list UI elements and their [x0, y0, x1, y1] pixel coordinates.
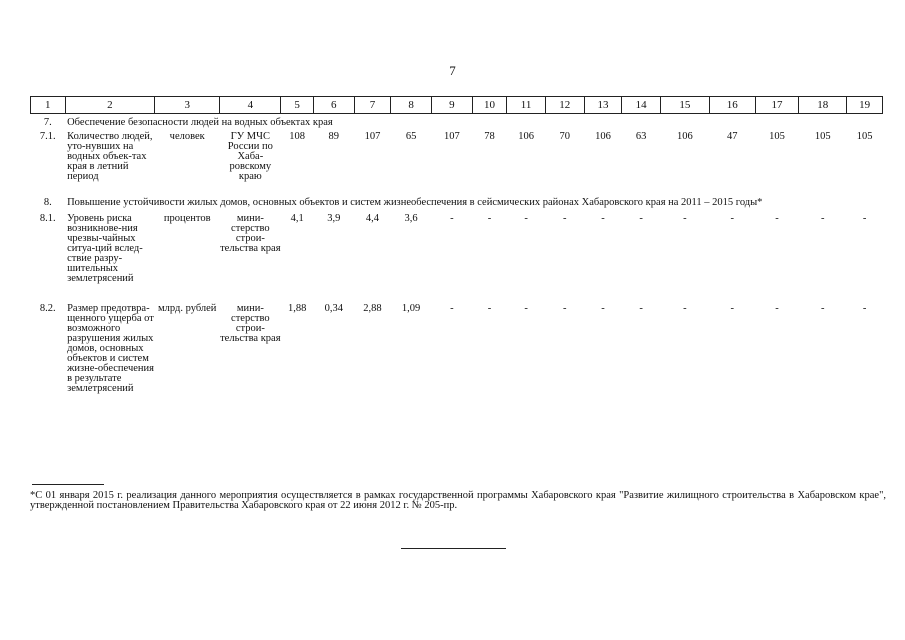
row-indicator: Размер предотвра-щенного ущерба от возможного разрушения жилых домов, основных объектов и систем жизне-обеспечения в результате землетрясений	[67, 303, 154, 394]
indicators-table	[30, 96, 883, 394]
table-row	[31, 128, 883, 192]
cell-value: -	[683, 213, 687, 224]
cell-value: -	[450, 213, 454, 224]
row-indicator: Уровень риска возникнове-ния чрезвы-чайных ситуа-ций вслед-ствие разру-шительных землетрясений	[67, 213, 143, 284]
cell-value: -	[775, 213, 779, 224]
cell-value: 3,6	[404, 213, 418, 224]
cell-value: 105	[769, 131, 785, 142]
row-unit: процентов	[163, 213, 211, 224]
cell-value: -	[524, 303, 528, 314]
section-row	[31, 114, 883, 129]
cell-value: 3,9	[327, 213, 341, 224]
cell-value: -	[563, 213, 567, 224]
cell-value: -	[601, 303, 605, 314]
cell-value: 0,34	[324, 303, 343, 314]
cell-value: -	[730, 213, 734, 224]
column-header: 9	[431, 97, 472, 114]
cell-value: -	[487, 213, 492, 224]
row-responsible: ГУ МЧС России по Хаба-ровскому краю	[227, 131, 273, 182]
cell-value: -	[450, 303, 454, 314]
column-header: 19	[847, 97, 883, 114]
row-unit: человек	[169, 131, 205, 142]
column-header: 15	[660, 97, 709, 114]
cell-value: -	[639, 213, 643, 224]
cell-value: -	[821, 303, 825, 314]
column-header: 14	[622, 97, 661, 114]
column-header: 17	[755, 97, 799, 114]
cell-value: 106	[676, 131, 693, 142]
row-number: 8.1.	[39, 213, 56, 224]
cell-value: 70	[559, 131, 571, 142]
row-indicator: Количество людей, уто-нувших на водных объек-тах края в летний период	[67, 131, 153, 182]
cell-value: -	[487, 303, 492, 314]
column-header: 2	[65, 97, 155, 114]
cell-value: 4,1	[290, 213, 304, 224]
cell-value: -	[775, 303, 779, 314]
row-responsible: мини-стерство строи-тельства края	[220, 303, 281, 344]
table-header-row	[31, 97, 883, 114]
cell-value: 107	[364, 131, 381, 142]
column-header: 3	[155, 97, 220, 114]
cell-value: 106	[595, 131, 611, 142]
cell-value: -	[862, 303, 867, 314]
cell-value: 105	[856, 131, 873, 142]
cell-value: 106	[518, 131, 534, 142]
cell-value: -	[524, 213, 528, 224]
cell-value: 65	[405, 131, 417, 142]
page-number: 7	[449, 63, 456, 78]
column-header: 10	[472, 97, 507, 114]
section-number: 7.	[43, 117, 52, 128]
column-header: 6	[313, 97, 354, 114]
cell-value: 47	[726, 131, 738, 142]
row-unit: млрд. рублей	[158, 303, 217, 314]
row-number: 7.1.	[39, 131, 56, 142]
cell-value: 1,88	[287, 303, 307, 314]
table-row	[31, 208, 883, 300]
cell-value: 4,4	[365, 213, 379, 224]
cell-value: -	[730, 303, 734, 314]
section-row	[31, 192, 883, 208]
column-header: 11	[507, 97, 546, 114]
cell-value: -	[683, 303, 687, 314]
cell-value: 107	[443, 131, 460, 142]
footnote-divider	[32, 484, 104, 485]
cell-value: -	[601, 213, 605, 224]
cell-value: -	[821, 213, 825, 224]
cell-value: -	[862, 213, 867, 224]
column-header: 8	[391, 97, 432, 114]
row-responsible: мини-стерство строи-тельства края	[220, 213, 281, 254]
column-header: 1	[31, 97, 66, 114]
cell-value: 105	[814, 131, 831, 142]
cell-value: 108	[289, 131, 306, 142]
section-number: 8.	[43, 197, 52, 208]
end-divider	[401, 548, 506, 549]
table-row	[31, 300, 883, 394]
column-header: 16	[709, 97, 755, 114]
cell-value: 2,88	[363, 303, 382, 314]
section-title: Обеспечение безопасности людей на водных объектах края	[67, 117, 333, 128]
column-header: 4	[220, 97, 281, 114]
column-header: 12	[545, 97, 584, 114]
column-header: 18	[799, 97, 847, 114]
column-header: 5	[281, 97, 314, 114]
cell-value: -	[563, 303, 567, 314]
cell-value: 1,09	[401, 303, 421, 314]
cell-value: -	[639, 303, 643, 314]
row-number: 8.2.	[39, 303, 56, 314]
cell-value: 78	[484, 131, 495, 142]
column-header: 7	[354, 97, 391, 114]
cell-value: 89	[328, 131, 340, 142]
column-header: 13	[584, 97, 622, 114]
section-title: Повышение устойчивости жилых домов, основных объектов и систем жизнеобеспечения в сейсмических районах Хабаровского края на 2011 – 2015 годы*	[67, 197, 763, 208]
cell-value: 63	[635, 131, 647, 142]
footnote: *С 01 января 2015 г. реализация данного мероприятия осуществляется в рамках государственной программы Хабаровского края "Развитие жилищного строительства в Хабаровском крае", утвержденной постановлением Правительства Хабаровского края от 22 июня 2012 г. № 205-пр.	[30, 490, 886, 511]
